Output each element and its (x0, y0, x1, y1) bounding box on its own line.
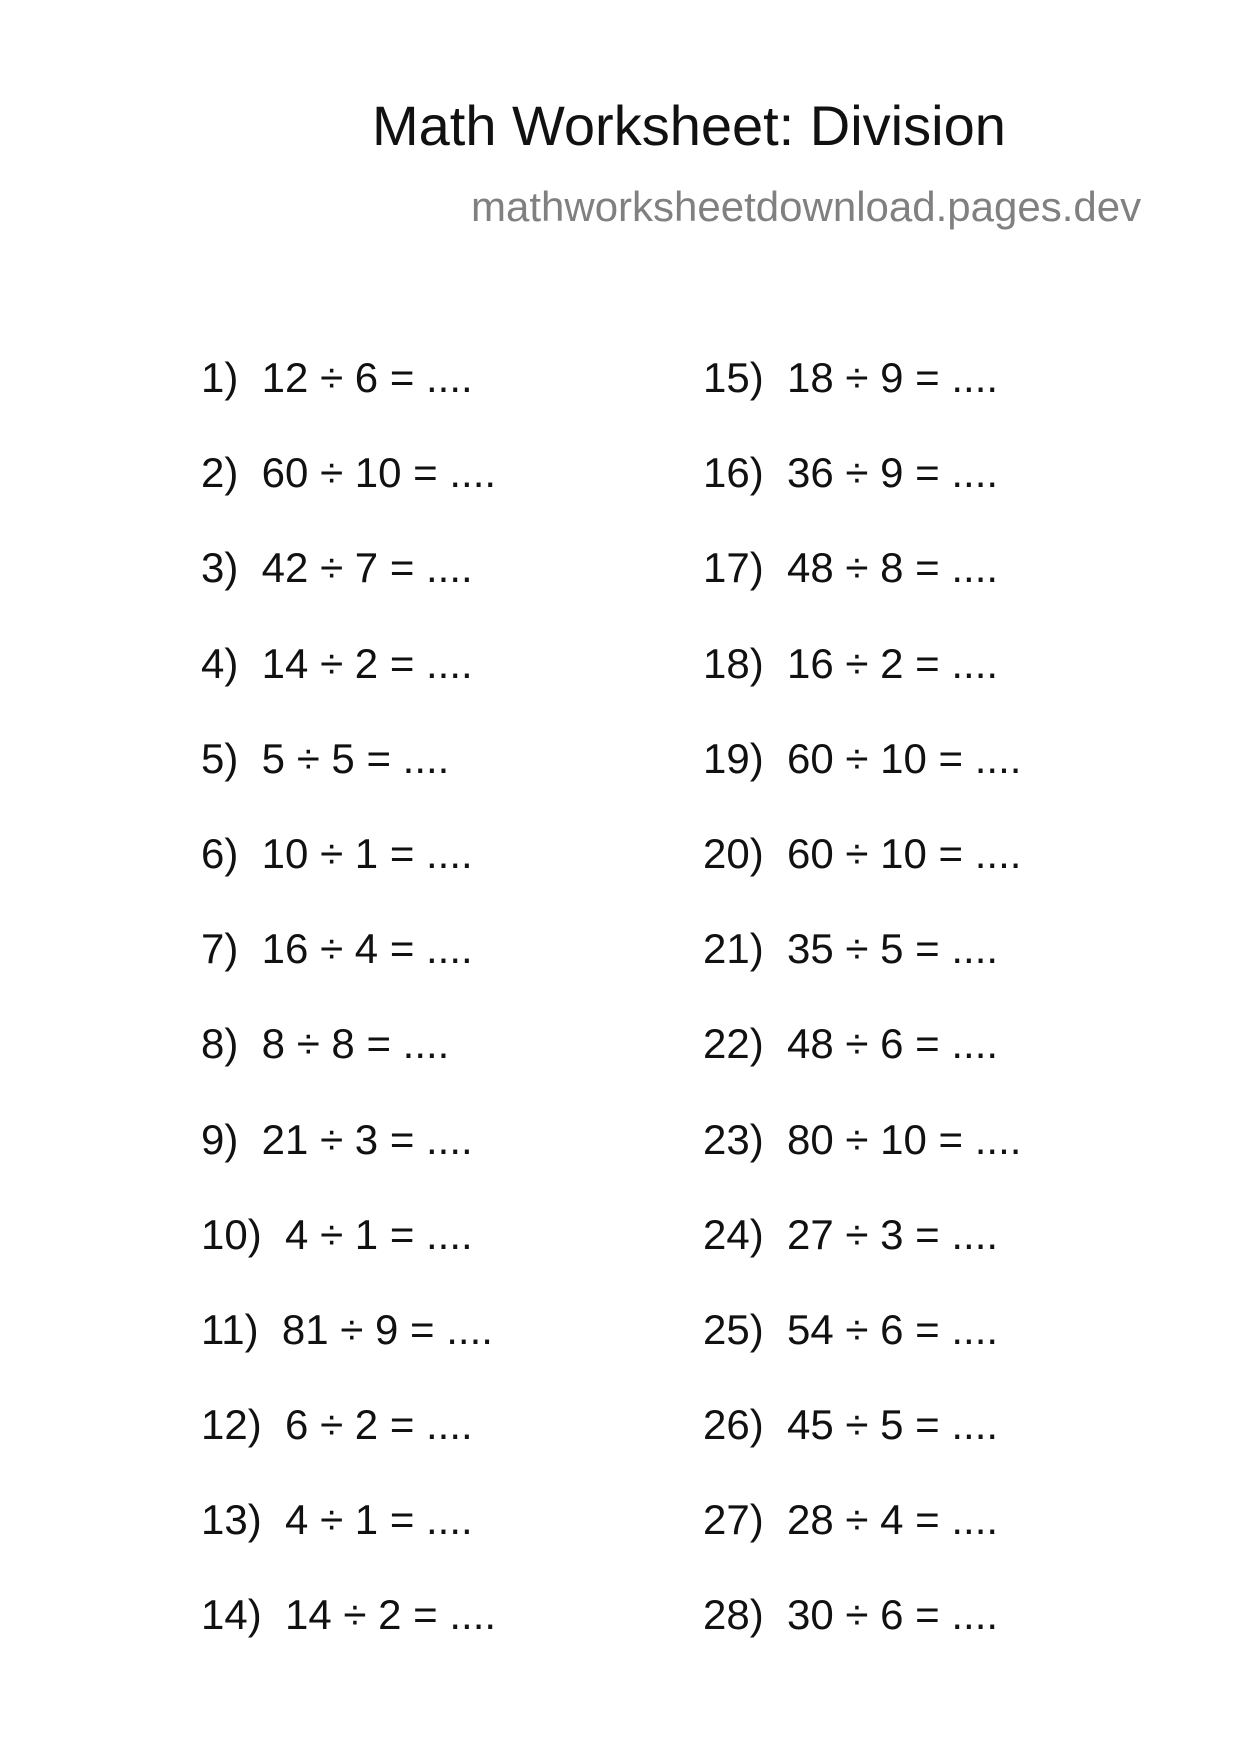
problem-26: 26) 45 ÷ 5 = .... (703, 1401, 999, 1449)
problem-18: 18) 16 ÷ 2 = .... (703, 639, 999, 687)
problem-22: 22) 48 ÷ 6 = .... (703, 1020, 999, 1068)
problem-2: 2) 60 ÷ 10 = .... (201, 449, 497, 497)
problem-7: 7) 16 ÷ 4 = .... (201, 925, 473, 973)
problem-column-left (201, 354, 496, 1687)
problem-4: 4) 14 ÷ 2 = .... (201, 639, 473, 687)
problem-17: 17) 48 ÷ 8 = .... (703, 544, 999, 592)
problem-13: 13) 4 ÷ 1 = .... (201, 1496, 473, 1544)
website-url: mathworksheetdownload.pages.dev (471, 183, 1142, 230)
problem-8: 8) 8 ÷ 8 = .... (201, 1020, 450, 1068)
problem-19: 19) 60 ÷ 10 = .... (703, 734, 1022, 782)
problem-20: 20) 60 ÷ 10 = .... (703, 829, 1022, 877)
problem-21: 21) 35 ÷ 5 = .... (703, 925, 999, 973)
problem-5: 5) 5 ÷ 5 = .... (201, 734, 450, 782)
problem-14: 14) 14 ÷ 2 = .... (201, 1591, 497, 1639)
problem-25: 25) 54 ÷ 6 = .... (703, 1305, 999, 1353)
worksheet-title: Math Worksheet: Division (372, 94, 1006, 157)
problem-9: 9) 21 ÷ 3 = .... (201, 1115, 473, 1163)
problem-column-right (703, 354, 1021, 1687)
problem-24: 24) 27 ÷ 3 = .... (703, 1210, 999, 1258)
problem-23: 23) 80 ÷ 10 = .... (703, 1115, 1022, 1163)
problem-3: 3) 42 ÷ 7 = .... (201, 544, 473, 592)
problem-6: 6) 10 ÷ 1 = .... (201, 829, 473, 877)
problem-10: 10) 4 ÷ 1 = .... (201, 1210, 473, 1258)
problem-15: 15) 18 ÷ 9 = .... (703, 354, 999, 401)
problem-1: 1) 12 ÷ 6 = .... (201, 354, 473, 401)
problem-27: 27) 28 ÷ 4 = .... (703, 1496, 999, 1544)
problem-12: 12) 6 ÷ 2 = .... (201, 1401, 473, 1449)
problem-11: 11) 81 ÷ 9 = .... (201, 1305, 493, 1353)
problem-28: 28) 30 ÷ 6 = .... (703, 1591, 999, 1639)
problem-16: 16) 36 ÷ 9 = .... (703, 449, 999, 497)
